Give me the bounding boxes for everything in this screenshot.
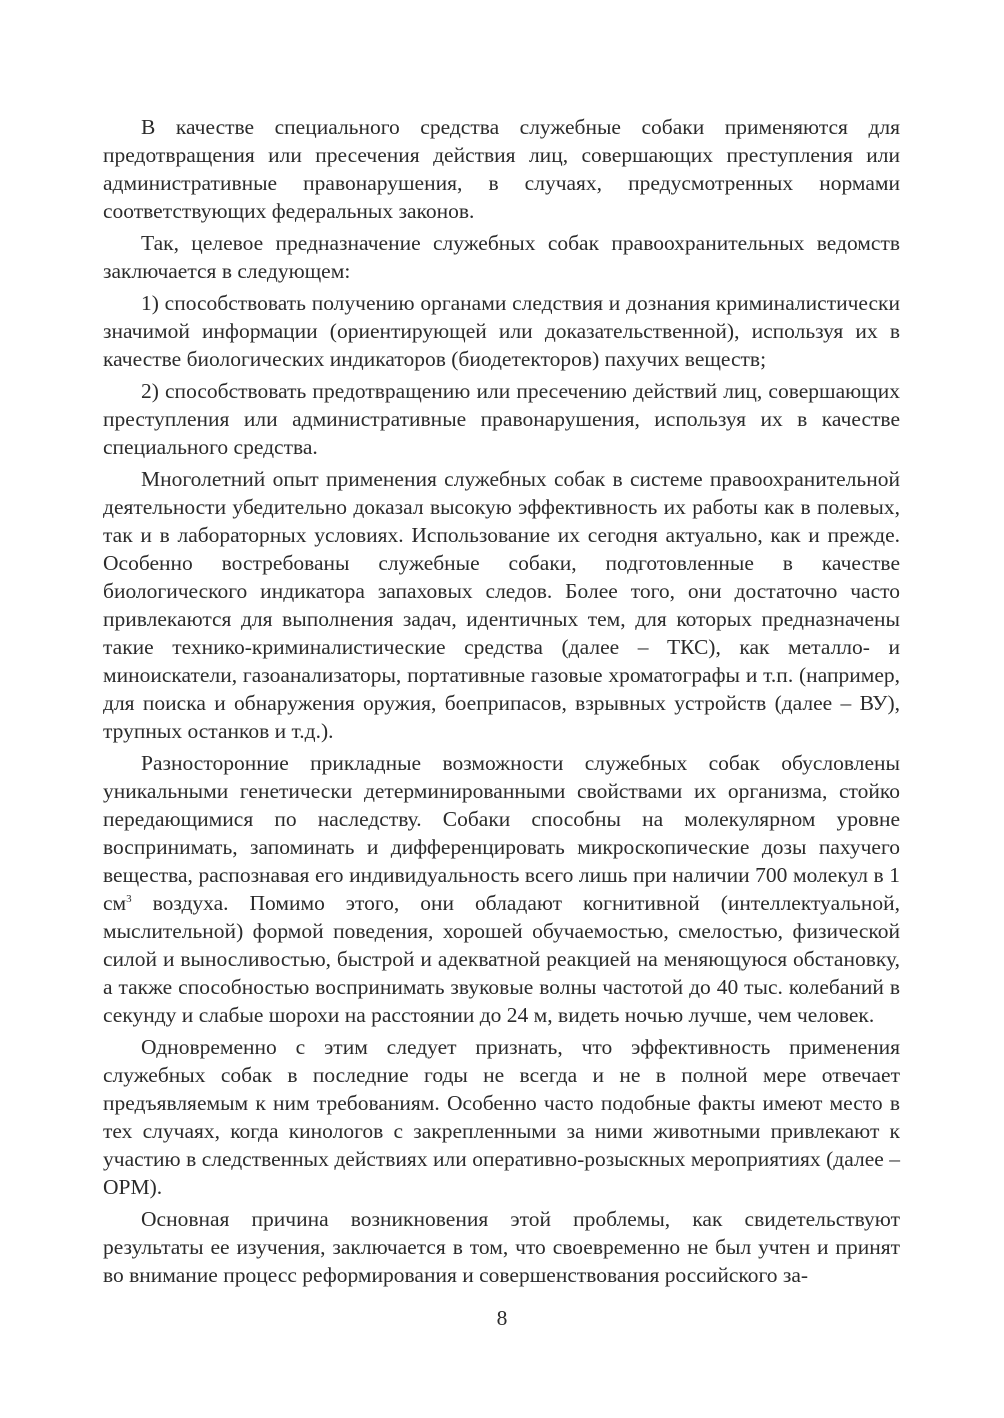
capabilities-text-end: воздуха. Помимо этого, они обладают когнитивной (интеллектуальной, мыслительной) формой поведения, хорошей обучаемостью, смелостью, физической силой и выносливостью, быстрой и адекватной реакцией на меняющуюся обстановку, а также способностью воспринимать звуковые волны частотой до 40 тыс. колебаний в секунду и слабые шорохи на расстоянии до 24 м, видеть ночью лучше, чем человек. (103, 891, 900, 1027)
paragraph-experience: Многолетний опыт применения служебных собак в системе правоохранительной деятельности убедительно доказал высокую эффективность их работы как в полевых, так и в лабораторных условиях. Использование их сегодня актуально, как и прежде. Особенно востребованы служебные собаки, подготовленные в качестве биологического индикатора запаховых следов. Более того, они достаточно часто привлекаются для выполнения задач, идентичных тем, для которых предназначены такие технико-криминалистические средства (далее – ТКС), как металло- и миноискатели, газоанализаторы, портативные газовые хроматографы и т.п. (например, для поиска и обнаружения оружия, боеприпасов, взрывных устройств (далее – ВУ), трупных останков и т.д.). (103, 467, 900, 743)
paragraph-purpose-item-2: 2) способствовать предотвращению или пресечению действий лиц, совершающих преступления или административные правонарушения, используя их в качестве специального средства. (103, 379, 900, 459)
page-number: 8 (496, 1306, 508, 1330)
paragraph-effectiveness: Одновременно с этим следует признать, что эффективность применения служебных собак в последние годы не всегда и не в полной мере отвечает предъявляемым к ним требованиям. Особенно часто подобные факты имеют место в тех случаях, когда кинологов с закрепленными за ними животными привлекают к участию в следственных действиях или оперативно-розыскных мероприятиях (далее – ОРМ). (103, 1035, 900, 1199)
cubic-superscript: 3 (126, 893, 132, 905)
paragraph-purpose-intro: Так, целевое предназначение служебных собак правоохранительных ведомств заключается в следующем: (103, 231, 900, 283)
paragraph-main-cause: Основная причина возникновения этой проблемы, как свидетельствуют результаты ее изучения, заключается в том, что своевременно не был учтен и принят во внимание процесс реформирования и совершенствования российского за- (103, 1207, 900, 1287)
page-body (103, 113, 900, 1293)
paragraph-special-means: В качестве специального средства служебные собаки применяются для предотвращения или пресечения действия лиц, совершающих преступления или административные правонарушения, в случаях, предусмотренных нормами соответствующих федеральных законов. (103, 115, 900, 223)
paragraph-capabilities (103, 749, 900, 1029)
capabilities-text-start: Разносторонние прикладные возможности служебных собак обусловлены уникальными генетически детерминированными свойствами их организма, стойко передающимися по наследству. Собаки способны на молекулярном уровне воспринимать, запоминать и дифференцировать микроскопические дозы пахучего вещества, распознавая его индивидуальность всего лишь при наличии 700 молекул в 1 см (103, 751, 900, 915)
paragraph-purpose-item-1: 1) способствовать получению органами следствия и дознания криминалистически значимой информации (ориентирующей или доказательственной), используя их в качестве биологических индикаторов (биодетекторов) пахучих веществ; (103, 291, 900, 371)
